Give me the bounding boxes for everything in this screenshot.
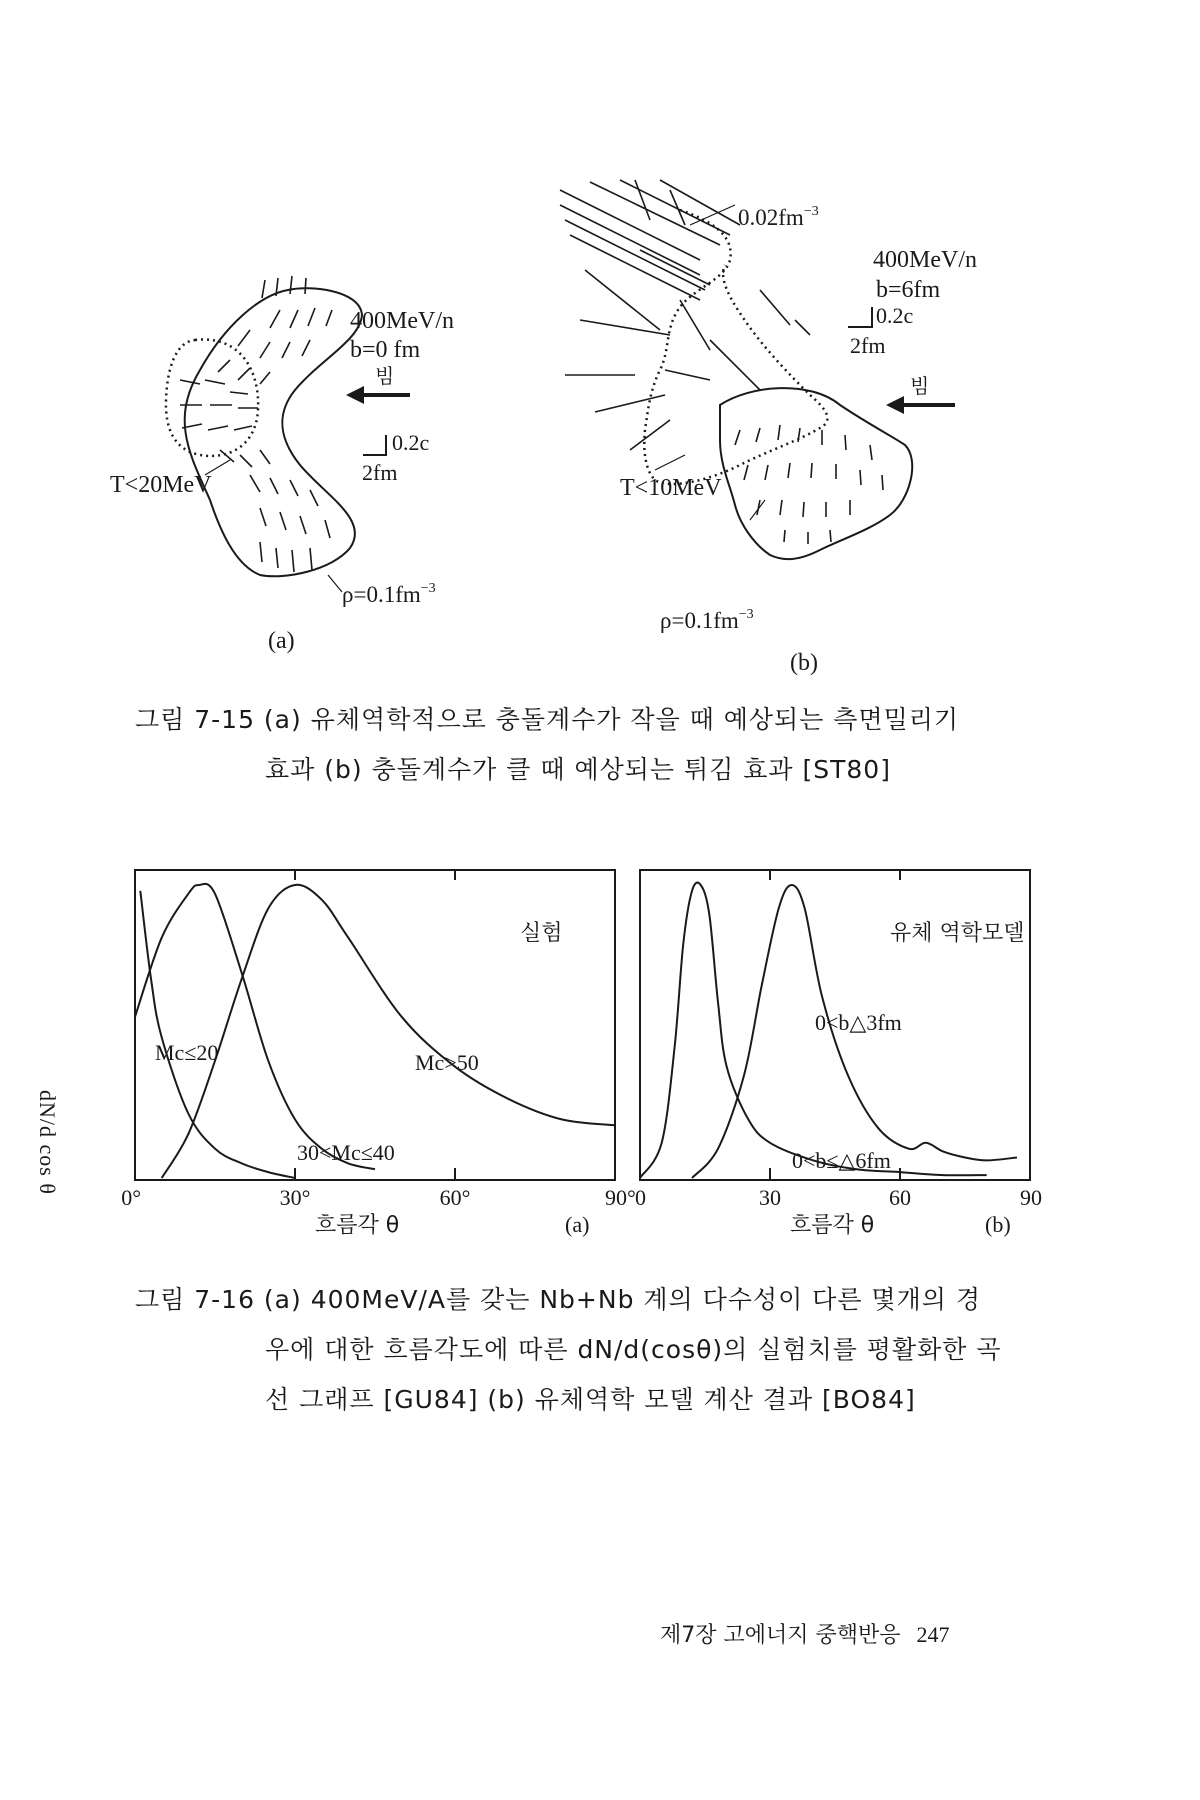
x-tick-label: 60° (439, 1185, 471, 1210)
scale-bar (363, 435, 386, 455)
impact-label: b=0 fm (350, 337, 421, 363)
temperature-contour (166, 340, 258, 456)
beam-label: 빔 (910, 376, 930, 398)
density-leader (328, 575, 342, 592)
temperature-label: T<20MeV (110, 472, 212, 498)
panel-label: (a) (565, 1212, 590, 1237)
chart-title: 유체 역학모델 (890, 921, 1025, 946)
energy-label: 400MeV/n (873, 247, 977, 273)
caption-line: 그림 7-16 (a) 400MeV/A를 갖는 Nb+Nb 계의 다수성이 다른 몇개의 경 (135, 1285, 981, 1314)
y-axis-label: dN/d cos θ (35, 1090, 60, 1195)
top-density-leader (690, 205, 735, 225)
beam-label: 빔 (375, 366, 395, 388)
panel-label-a: (a) (268, 628, 295, 654)
series-label-mc30-40: 30<Mc≤40 (297, 1140, 395, 1165)
x-tick-label: 60 (889, 1185, 911, 1210)
chart-title: 실험 (520, 921, 563, 946)
flow-region-outline (185, 288, 362, 576)
figure-7-16-caption (135, 1275, 1135, 1425)
panel-label: (b) (985, 1212, 1011, 1237)
x-tick-label: 0 (635, 1185, 646, 1210)
temp-leader (655, 455, 685, 470)
figure-7-15-caption (135, 695, 1115, 795)
panel-label-b: (b) (790, 650, 818, 676)
page-number: 247 (916, 1622, 950, 1647)
energy-label: 400MeV/n (350, 308, 454, 334)
x-axis-label: 흐름각 θ (790, 1213, 875, 1238)
temperature-label: T<10MeV (620, 475, 722, 501)
density-leader (750, 500, 765, 520)
caption-line: 효과 (b) 충돌계수가 클 때 예상되는 튀김 효과 [ST80] (265, 755, 891, 784)
caption-line: 선 그래프 [GU84] (b) 유체역학 모델 계산 결과 [BO84] (265, 1385, 916, 1414)
figure-7-15a (110, 280, 530, 660)
jet-arrows (560, 180, 740, 300)
page-footer (660, 1618, 950, 1649)
top-density-label: $0.02fm^{-3}$ (738, 204, 819, 230)
chart-hydro-model (630, 860, 1070, 1240)
scale-length-label: 2fm (362, 460, 398, 485)
density-label: $\rho=0.1fm^{-3}$ (660, 607, 754, 633)
velocity-arrows (180, 276, 332, 572)
flow-region-outline (720, 388, 912, 559)
x-tick-label: 90 (1020, 1185, 1042, 1210)
scale-speed-label: 0.2c (392, 430, 430, 455)
region-arrows (735, 425, 883, 544)
series-label-mc50: Mc>50 (415, 1050, 479, 1075)
scale-bar (848, 307, 872, 327)
chart-experiment (100, 860, 636, 1240)
scale-length-label: 2fm (850, 333, 886, 358)
impact-label: b=6fm (876, 277, 941, 303)
caption-line: 우에 대한 흐름각도에 따른 dN/d(cosθ)의 실험치를 평활화한 곡 (265, 1335, 1002, 1364)
density-label: $\rho=0.1fm^{-3}$ (342, 581, 436, 607)
beam-arrow (886, 396, 955, 414)
figure-7-15b (560, 180, 1080, 680)
beam-arrow (346, 386, 410, 404)
plot-frame (135, 870, 615, 1180)
series-label-mc20: Mc≤20 (155, 1040, 219, 1065)
chapter-title: 제7장 고에너지 중핵반응 (660, 1623, 901, 1648)
series-label-b6: 0<b≤△6fm (792, 1148, 891, 1173)
x-tick-label: 30° (279, 1185, 311, 1210)
scale-speed-label: 0.2c (876, 303, 914, 328)
series-label-b3: 0<b△3fm (815, 1010, 902, 1035)
x-tick-label: 90° (605, 1185, 636, 1210)
series-line-1 (135, 884, 375, 1169)
x-axis-label: 흐름각 θ (315, 1213, 400, 1238)
x-tick-label: 30 (759, 1185, 781, 1210)
caption-line: 그림 7-15 (a) 유체역학적으로 충돌계수가 작을 때 예상되는 측면밀리기 (135, 705, 960, 734)
x-tick-label: 0° (121, 1185, 141, 1210)
